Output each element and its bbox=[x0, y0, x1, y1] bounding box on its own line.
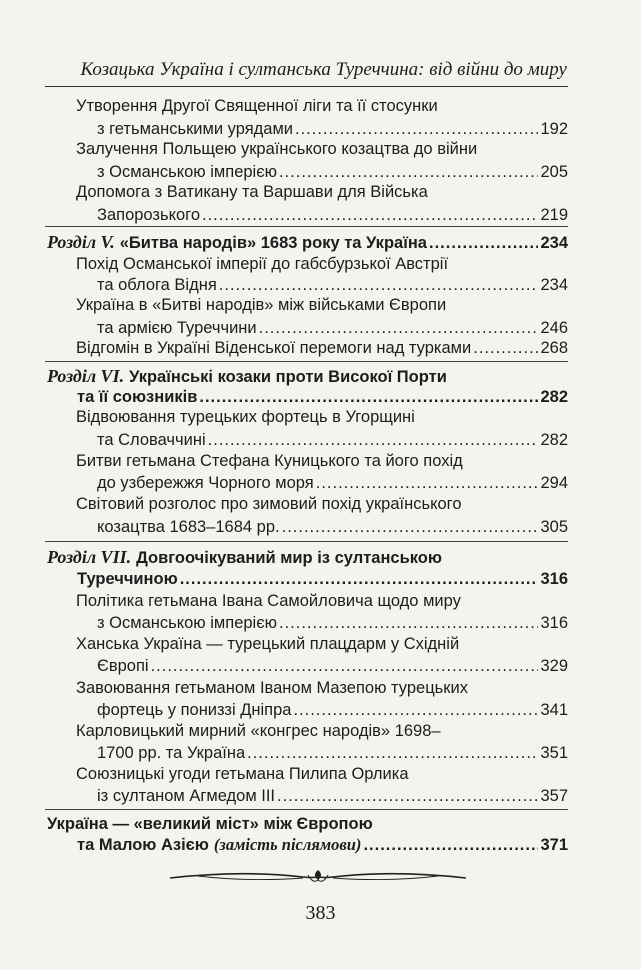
toc-entry-8-line1: Відвоювання турецьких фортець в Угорщині bbox=[76, 408, 415, 426]
leader-dots bbox=[363, 833, 538, 857]
toc-chapter-5[interactable] bbox=[47, 230, 568, 254]
chapter-label: Розділ VII. bbox=[47, 547, 132, 567]
leader-dots bbox=[180, 567, 539, 591]
page-number: 282 bbox=[540, 388, 568, 406]
toc-entry-14-line2[interactable]: фортець у пониззі Дніпра ..... 341 bbox=[97, 698, 568, 722]
toc-chapter-6-line2[interactable]: та її союзників ..... 282 bbox=[77, 385, 568, 409]
toc-entry-2-line1: Допомога з Ватикану та Варшави для Війська bbox=[76, 183, 428, 201]
page-number: 192 bbox=[540, 120, 568, 138]
toc-entry-5-line1: Україна в «Битві народів» між військами Європи bbox=[76, 296, 447, 314]
toc-entry-0-line1: Утворення Другої Священної ліги та її стосунки bbox=[76, 97, 438, 115]
page-number: 357 bbox=[540, 787, 568, 805]
leader-dots bbox=[151, 654, 539, 678]
page-number: 282 bbox=[540, 431, 568, 449]
section-rule bbox=[45, 809, 568, 810]
page-number: 219 bbox=[540, 206, 568, 224]
page-number: 329 bbox=[540, 657, 568, 675]
running-header: Козацька Україна і султанська Туреччина: від війни до миру bbox=[80, 59, 567, 80]
toc-entry-15-line2[interactable]: 1700 рр. та Україна ..... 351 bbox=[97, 741, 568, 765]
toc-entry-4-line1: Похід Османської імперії до габсбурзької Австрії bbox=[76, 255, 449, 273]
section-rule bbox=[45, 541, 568, 542]
leader-dots bbox=[473, 336, 538, 360]
toc-entry-4-line2[interactable]: та облога Відня ..... 234 bbox=[97, 273, 568, 297]
toc-entry-12-line2[interactable]: з Османською імперією ..... 316 bbox=[97, 611, 568, 635]
chapter-label: Розділ VI. bbox=[47, 366, 125, 386]
toc-entry-13-line1: Ханська Україна — турецький плацдарм у Східній bbox=[76, 635, 460, 653]
toc-chapter-7-line1 bbox=[47, 545, 442, 569]
page-number: 316 bbox=[540, 570, 568, 588]
page-number-footer: 383 bbox=[305, 902, 336, 924]
section-rule bbox=[45, 226, 568, 227]
afterword-note: (замість післямови) bbox=[213, 835, 362, 854]
toc-chapter-7-line2[interactable]: Туреччиною ..... 316 bbox=[77, 567, 568, 591]
page-number: 205 bbox=[540, 163, 568, 181]
page-number: 268 bbox=[540, 339, 568, 357]
chapter-title: «Битва народів» 1683 року та Україна bbox=[119, 234, 427, 252]
chapter-title: Українські козаки проти Високої Порти bbox=[129, 368, 447, 386]
page-number: 341 bbox=[540, 701, 568, 719]
page-number: 234 bbox=[540, 234, 568, 252]
toc-entry-10-line1: Світовий розголос про зимовий похід українського bbox=[76, 495, 462, 513]
page-number: 305 bbox=[540, 518, 568, 536]
page-number: 234 bbox=[540, 276, 568, 294]
toc-entry-2-line2[interactable]: Запорозького ..... 219 bbox=[97, 203, 568, 227]
page-number: 371 bbox=[540, 836, 568, 854]
decorative-ornament-icon bbox=[168, 862, 468, 892]
toc-entry-1-line2[interactable]: з Османською імперією ..... 205 bbox=[97, 160, 568, 184]
section-rule bbox=[45, 361, 568, 362]
toc-entry-8-line2[interactable]: та Словаччині ..... 282 bbox=[97, 428, 568, 452]
toc-entry-16-line2[interactable]: із султаном Агмедом III ..... 357 bbox=[97, 784, 568, 808]
toc-entry-5-line2[interactable]: та армією Туреччини ..... 246 bbox=[97, 316, 568, 340]
page-number: 294 bbox=[540, 474, 568, 492]
toc-entry-10-line2[interactable]: козацтва 1683–1684 рр. ..... 305 bbox=[97, 515, 568, 539]
page-number: 351 bbox=[540, 744, 568, 762]
page-number: 316 bbox=[540, 614, 568, 632]
toc-entry-16-line1: Союзницькі угоди гетьмана Пилипа Орлика bbox=[76, 765, 409, 783]
toc-entry-15-line1: Карловицький мирний «конгрес народів» 1698– bbox=[76, 722, 441, 740]
toc-entry-9-line2[interactable]: до узбережжя Чорного моря ..... 294 bbox=[97, 471, 568, 495]
leader-dots bbox=[202, 203, 538, 227]
header-rule bbox=[45, 86, 568, 87]
chapter-label: Розділ V. bbox=[47, 232, 115, 252]
toc-afterword-line2[interactable]: та Малою Азією (замість післямови) ..... 371 bbox=[77, 833, 568, 857]
toc-entry-1-line1: Залучення Польщею українського козацтва до війни bbox=[76, 140, 478, 158]
toc-entry-9-line1: Битви гетьмана Стефана Куницького та його похід bbox=[76, 452, 463, 470]
toc-afterword-line1: Україна — «великий міст» між Європою bbox=[47, 815, 373, 833]
toc-entry-0-line2[interactable]: з гетьманськими урядами ..... 192 bbox=[97, 117, 568, 141]
page-number: 246 bbox=[540, 319, 568, 337]
toc-entry-14-line1: Завоювання гетьманом Іваном Мазепою турецьких bbox=[76, 679, 468, 697]
chapter-title: Довгоочікуваний мир із султанською bbox=[136, 549, 442, 567]
leader-dots bbox=[282, 515, 539, 539]
toc-entry-12-line1: Політика гетьмана Івана Самойловича щодо миру bbox=[76, 592, 461, 610]
leader-dots bbox=[277, 784, 538, 808]
toc-entry-13-line2[interactable]: Європі ..... 329 bbox=[97, 654, 568, 678]
toc-entry-6[interactable]: Відгомін в Україні Віденської перемоги над турками ..... 268 bbox=[76, 336, 568, 360]
